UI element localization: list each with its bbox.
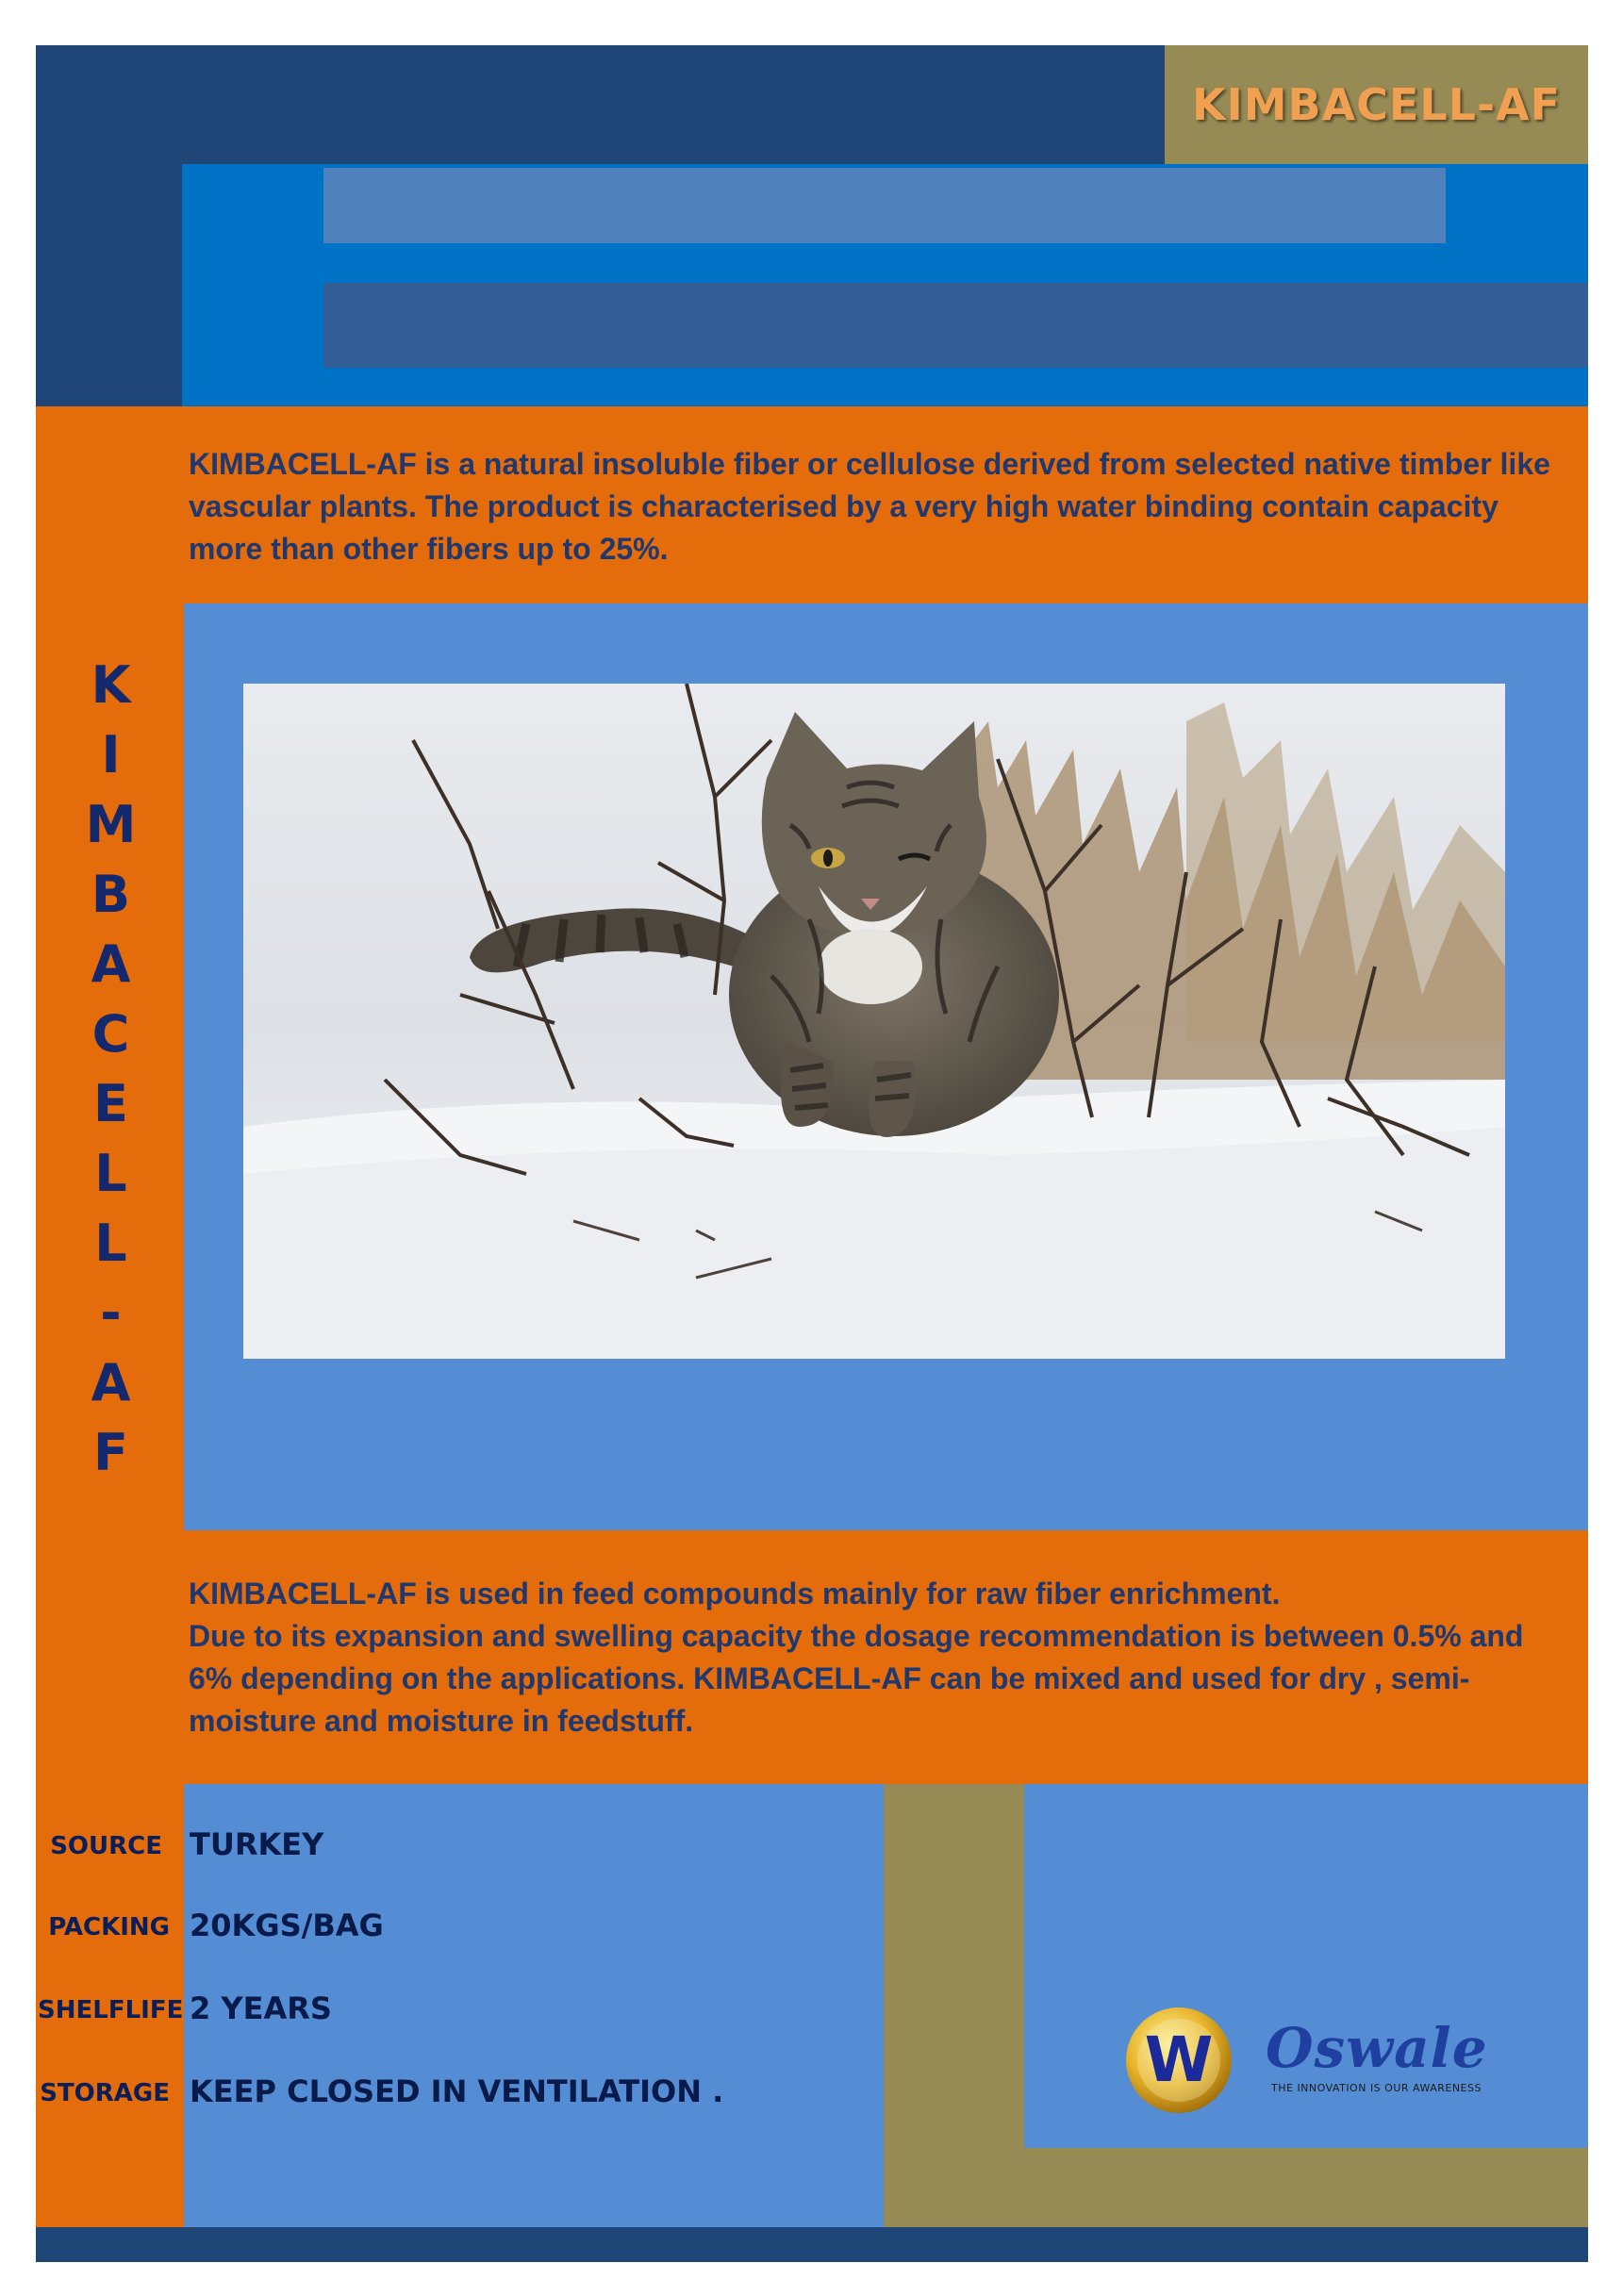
usage-line-2: Due to its expansion and swelling capacity the dosage recommendation is between 0.5% and 6% depending on the applications. KIMBACELL-AF can be mixed and used for dry , semi-moisture and moisture in feedstuff. bbox=[189, 1619, 1524, 1738]
footer-band bbox=[36, 2227, 1588, 2262]
vertical-letter: - bbox=[100, 1283, 122, 1343]
vertical-letter: L bbox=[94, 1214, 127, 1273]
vertical-letter: K bbox=[91, 655, 131, 715]
spec-label-shelflife: SHELFLIFE bbox=[38, 1996, 184, 2024]
logo-letter: W bbox=[1144, 2023, 1214, 2096]
vertical-letter: F bbox=[93, 1423, 128, 1482]
header-bar-bottom bbox=[323, 283, 1588, 368]
usage-line-1: KIMBACELL-AF is used in feed compounds mainly for raw fiber enrichment. bbox=[189, 1577, 1281, 1611]
vertical-letter: E bbox=[93, 1074, 128, 1133]
spec-label-packing: PACKING bbox=[48, 1913, 170, 1941]
vertical-letter: M bbox=[85, 795, 137, 854]
usage-paragraph bbox=[189, 1573, 1575, 1743]
spec-value-shelflife: 2 YEARS bbox=[190, 1990, 332, 2026]
product-title: KIMBACELL-AF bbox=[1191, 79, 1562, 130]
spec-value-packing: 20KGS/BAG bbox=[190, 1908, 384, 1943]
spec-label-storage: STORAGE bbox=[40, 2079, 170, 2107]
intro-paragraph: KIMBACELL-AF is a natural insoluble fiber or cellulose derived from selected native timber like vascular plants. The product is characterised by a very high water binding contain capacity more than other fibers up to 25%. bbox=[189, 447, 1550, 566]
vertical-letter: C bbox=[91, 1004, 130, 1064]
spec-value-source: TURKEY bbox=[190, 1826, 324, 1862]
cat-in-snow-photo bbox=[243, 684, 1505, 1359]
logo-tagline: THE INNOVATION IS OUR AWARENESS bbox=[1271, 2082, 1482, 2094]
oswale-logo-wordmark: Oswale bbox=[1266, 2016, 1488, 2080]
header-bar-top bbox=[323, 168, 1446, 243]
vertical-product-name bbox=[75, 651, 146, 1488]
oswale-logo-icon bbox=[1122, 2004, 1235, 2117]
vertical-letter: A bbox=[91, 1353, 131, 1412]
spec-label-source: SOURCE bbox=[50, 1832, 162, 1860]
vertical-letter: I bbox=[101, 725, 121, 785]
olive-strip bbox=[884, 2148, 1588, 2227]
spec-value-storage: KEEP CLOSED IN VENTILATION . bbox=[190, 2073, 724, 2109]
vertical-letter: B bbox=[91, 865, 131, 924]
vertical-letter: L bbox=[94, 1144, 127, 1203]
vertical-letter: A bbox=[91, 934, 131, 994]
